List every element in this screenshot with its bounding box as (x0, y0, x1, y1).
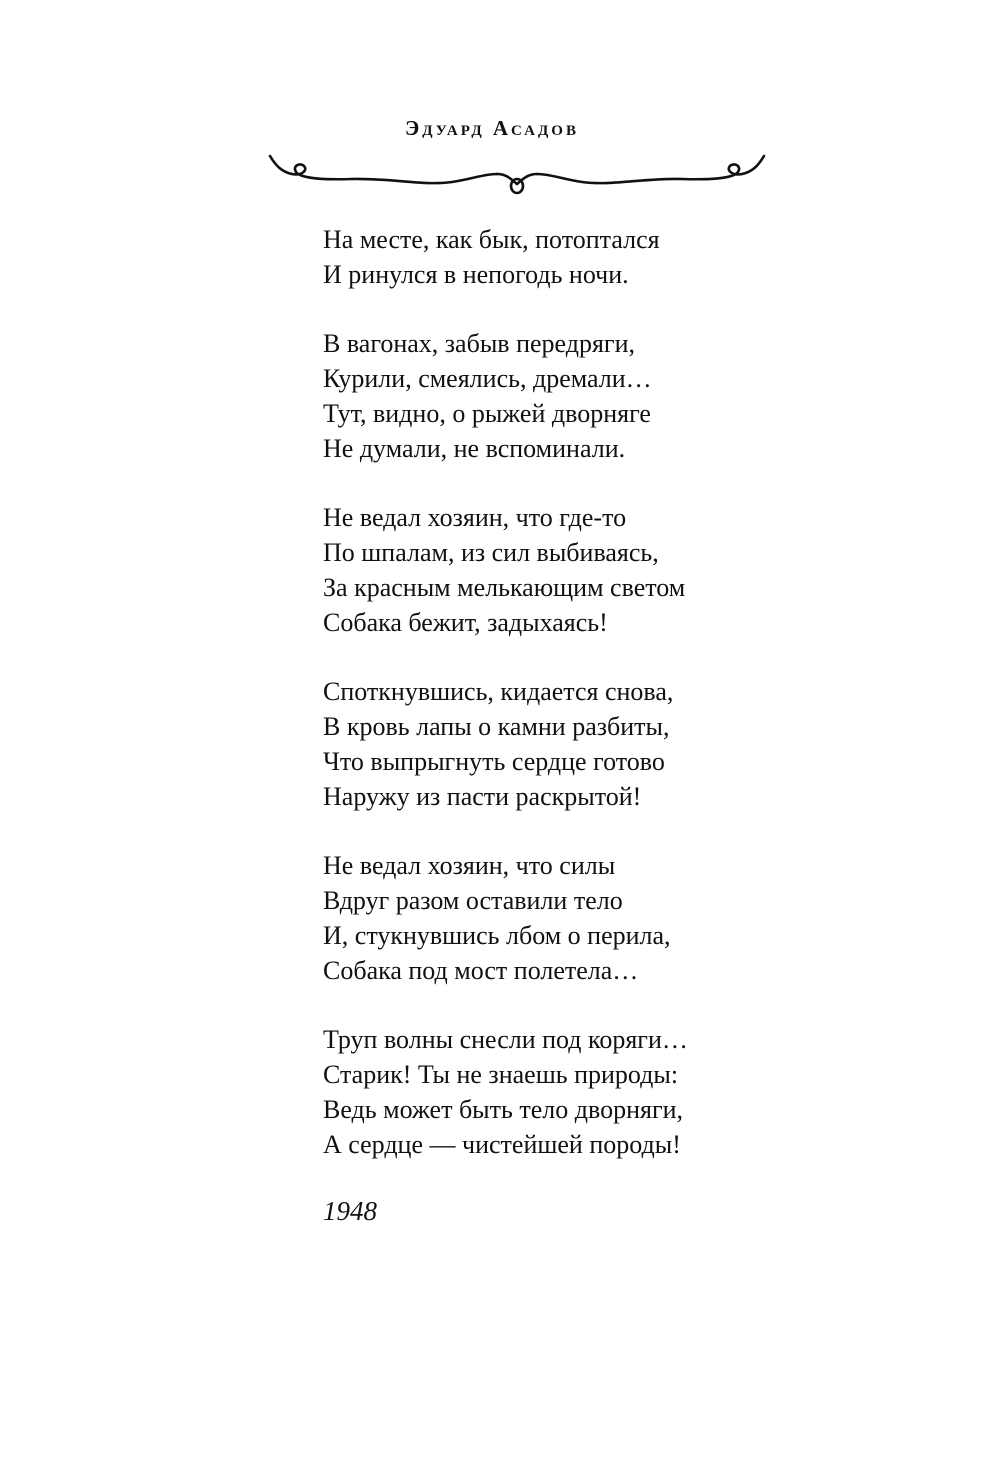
poem-line: Не ведал хозяин, что где-то (323, 503, 627, 532)
flourish-divider-icon (262, 152, 772, 200)
poem-line: А сердце — чистейшей породы! (323, 1130, 681, 1159)
stanza (323, 500, 883, 640)
poem-line: И ринулся в непогодь ночи. (323, 260, 629, 289)
poem-line: На месте, как бык, потоптался (323, 225, 660, 254)
poem-line: Споткнувшись, кидается снова, (323, 677, 674, 706)
running-head-author: Эдуард Асадов (405, 116, 579, 140)
stanza (323, 1022, 883, 1162)
poem-line: Тут, видно, о рыжей дворняге (323, 399, 651, 428)
poem-line: Собака под мост полетела… (323, 956, 639, 985)
poem-line: За красным мелькающим светом (323, 573, 686, 602)
poem-date: 1948 (323, 1196, 377, 1226)
poem-line: В кровь лапы о камни разбиты, (323, 712, 670, 741)
poem-line: В вагонах, забыв передряги, (323, 329, 635, 358)
poem-line: Труп волны снесли под коряги… (323, 1025, 688, 1054)
poem-line: Собака бежит, задыхаясь! (323, 608, 608, 637)
poem-line: Ведь может быть тело дворняги, (323, 1095, 684, 1124)
poem-line: И, стукнувшись лбом о перила, (323, 921, 671, 950)
stanza (323, 674, 883, 814)
stanza (323, 326, 883, 466)
poem-line: Что выпрыгнуть сердце готово (323, 747, 665, 776)
poem-line: Вдруг разом оставили тело (323, 886, 623, 915)
poem-line: Наружу из пасти раскрытой! (323, 782, 642, 811)
poem-line: По шпалам, из сил выбиваясь, (323, 538, 659, 567)
stanza (323, 848, 883, 988)
stanza (323, 222, 883, 292)
poem-line: Курили, смеялись, дремали… (323, 364, 652, 393)
poem-line: Не ведал хозяин, что силы (323, 851, 616, 880)
poem-line: Не думали, не вспоминали. (323, 434, 626, 463)
poem-text (323, 222, 883, 1227)
poem-line: Старик! Ты не знаешь природы: (323, 1060, 679, 1089)
